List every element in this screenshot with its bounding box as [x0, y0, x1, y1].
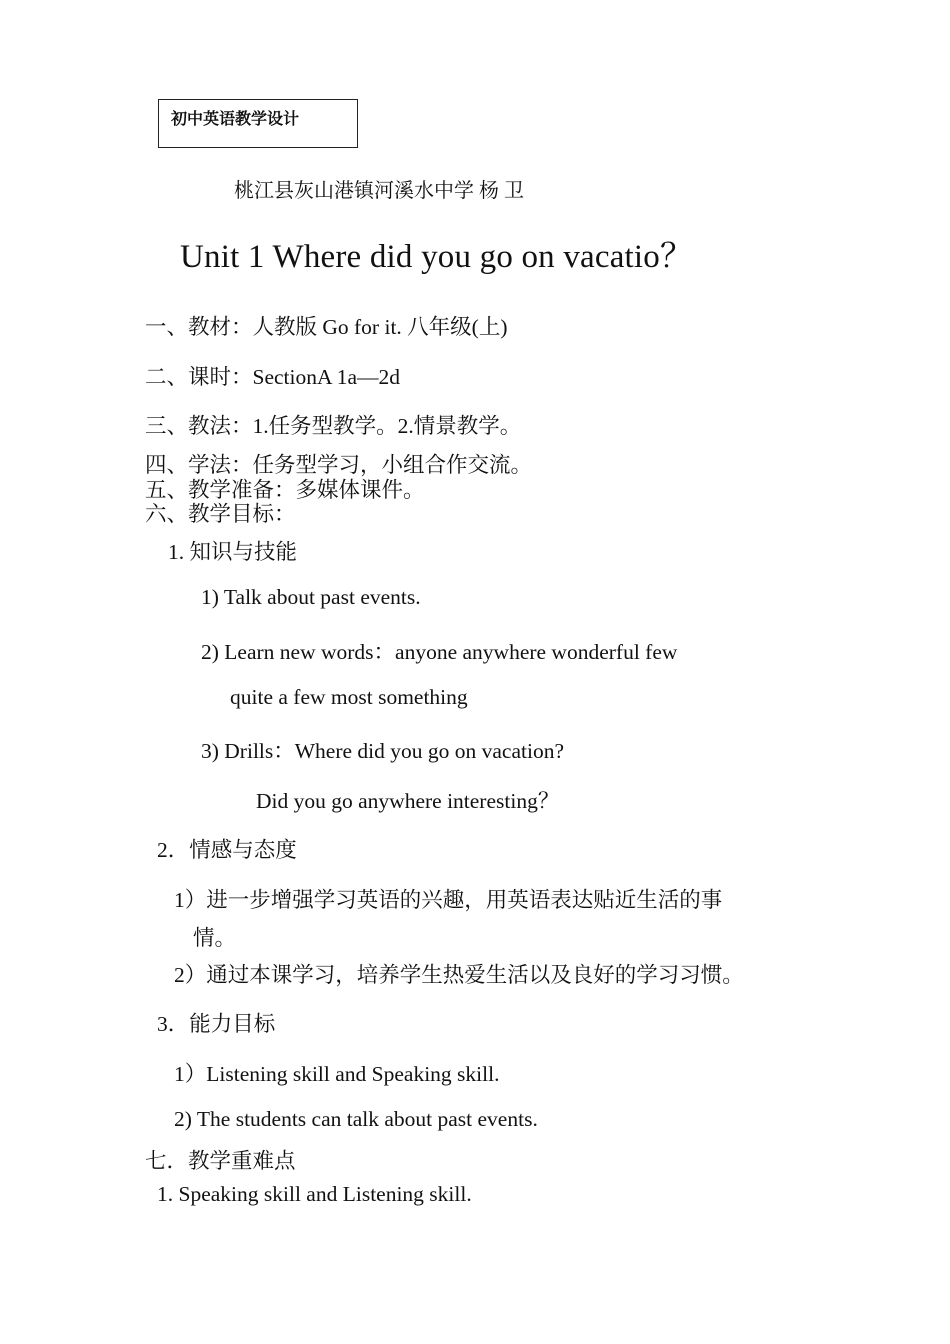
- goal-attitude-item-1-cont: 情。: [193, 926, 237, 950]
- section-textbook: 一、教材：人教版 Go for it. 八年级(上): [145, 315, 508, 339]
- goal-knowledge-item-1: 1) Talk about past events.: [201, 585, 421, 609]
- goal-ability-item-2: 2) The students can talk about past events.: [174, 1107, 538, 1131]
- goal-ability-item-1: 1）Listening skill and Speaking skill.: [174, 1062, 500, 1086]
- goal-attitude-title: 2．情感与态度: [157, 838, 297, 862]
- section-objectives: 六、教学目标：: [145, 502, 296, 526]
- author-line: 桃江县灰山港镇河溪水中学 杨 卫: [234, 180, 524, 202]
- header-box: [158, 99, 358, 148]
- goal-knowledge-item-3: 3) Drills：Where did you go on vacation?: [201, 739, 565, 763]
- section-lesson-period: 二、课时：SectionA 1a—2d: [145, 365, 400, 389]
- goal-knowledge-item-2-cont: quite a few most something: [230, 685, 468, 709]
- goal-knowledge-title: 1. 知识与技能: [168, 540, 298, 564]
- goal-ability-title: 3．能力目标: [157, 1012, 276, 1036]
- goal-knowledge-item-2: 2) Learn new words：anyone anywhere wonderful few: [201, 640, 678, 664]
- goal-attitude-item-2: 2）通过本课学习，培养学生热爱生活以及良好的学习习惯。: [174, 963, 744, 987]
- page-title: Unit 1 Where did you go on vacatio？: [180, 239, 694, 275]
- section-key-points: 七．教学重难点: [145, 1149, 296, 1173]
- section-preparation: 五、教学准备：多媒体课件。: [145, 478, 425, 502]
- key-point-item-1: 1. Speaking skill and Listening skill.: [157, 1182, 472, 1206]
- goal-knowledge-item-3-cont: Did you go anywhere interesting？: [256, 789, 560, 813]
- goal-attitude-item-1: 1）进一步增强学习英语的兴趣，用英语表达贴近生活的事: [174, 888, 723, 912]
- section-teaching-method: 三、教法：1.任务型教学。2.情景教学。: [145, 414, 522, 438]
- header-box-label: 初中英语教学设计: [171, 109, 300, 128]
- section-learning-method: 四、学法：任务型学习，小组合作交流。: [145, 453, 533, 477]
